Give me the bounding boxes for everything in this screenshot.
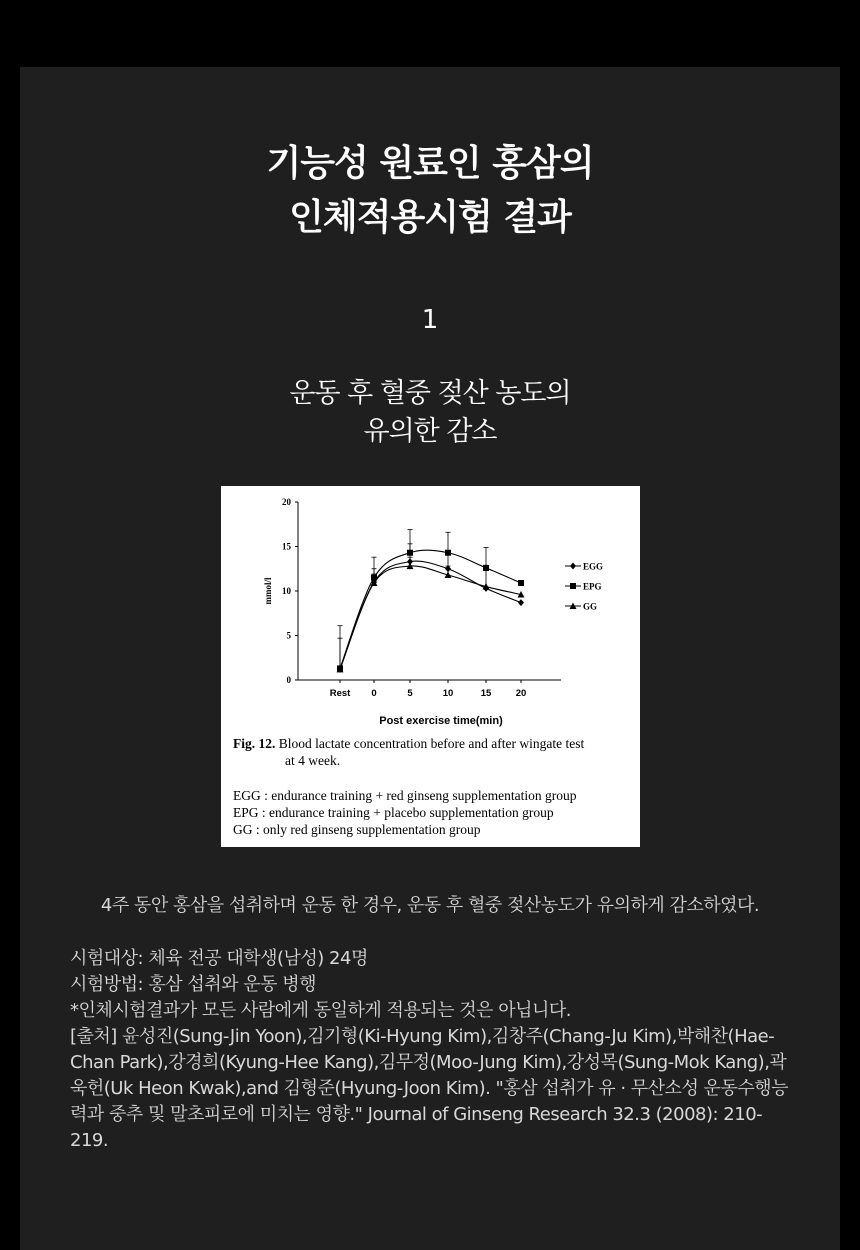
x-axis-label: Post exercise time(min) [379, 715, 503, 727]
x-tick-label: 0 [371, 688, 377, 699]
y-tick-label: 20 [282, 497, 291, 507]
series-line-epg [340, 550, 521, 668]
y-axis-label: mmol/l [263, 577, 273, 605]
method-text: 시험방법: 홍삼 섭취와 운동 병행 [70, 974, 316, 995]
figure-notes: EGG : endurance training + red ginseng supplementation group EPG : endurance training + placebo supplementation group GG : only red ginseng supplementation group [233, 788, 577, 837]
legend-marker-epg [570, 583, 576, 589]
x-tick-label: 5 [407, 688, 413, 699]
lactate-chart [221, 486, 640, 731]
page-title: 기능성 원료인 홍삼의 인체적용시험 결과 [266, 143, 594, 238]
y-tick-label: 5 [286, 630, 291, 641]
x-tick-label: Rest [329, 688, 351, 699]
legend-label-epg: EPG [583, 581, 602, 592]
legend-marker-egg [570, 563, 576, 570]
y-tick-label: 10 [282, 586, 291, 596]
data-point-epg [445, 550, 451, 556]
section-subtitle: 운동 후 혈중 젖산 농도의 유의한 감소 [289, 378, 571, 447]
series-line-egg [340, 561, 521, 669]
data-point-epg [518, 580, 524, 586]
section-number: 1 [421, 305, 439, 335]
figure-caption: Fig. 12. Blood lactate concentration before and after wingate test at 4 week. [233, 736, 585, 768]
subject-text: 시험대상: 체육 전공 대학생(남성) 24명 [70, 948, 368, 969]
disclaimer-text: *인체시험결과가 모든 사람에게 동일하게 적용되는 것은 아닙니다. [70, 1000, 572, 1021]
x-tick-label: 10 [442, 688, 454, 699]
y-tick-label: 15 [282, 541, 291, 552]
legend-label-egg: EGG [583, 561, 604, 572]
source-text: [출처] 윤성진(Sung-Jin Yoon),김기형(Ki-Hyung Kim),김창주(Chang-Ju Kim),박해찬(Hae-Chan Park),강경희(Kyung-Hee Kang),김무정(Moo-Jung Kim),강성목(Sung-Mok Kang),곽욱헌(Uk Heon Kwak),and 김형준(Hyung-Joon Kim). "홍삼 섭취가 유 · 무산소성 운동수행능력과 중추 및 말초피로에 미치는 영향." Journal of Ginseng Research 32.3 (2008): 210-219. [70, 1026, 788, 1151]
series-line-gg [340, 566, 521, 669]
summary-text: 4주 동안 홍삼을 섭취하며 운동 한 경우, 운동 후 혈중 젖산농도가 유의하게 감소하였다. [100, 895, 760, 916]
legend-label-gg: GG [583, 601, 598, 612]
y-tick-label: 0 [286, 675, 291, 685]
data-point-epg [483, 565, 489, 571]
data-point-egg [518, 599, 524, 606]
study-details [70, 946, 800, 1154]
data-point-epg [407, 550, 413, 556]
figure-image [221, 486, 640, 847]
x-tick-label: 15 [480, 688, 492, 699]
x-tick-label: 20 [515, 688, 527, 699]
